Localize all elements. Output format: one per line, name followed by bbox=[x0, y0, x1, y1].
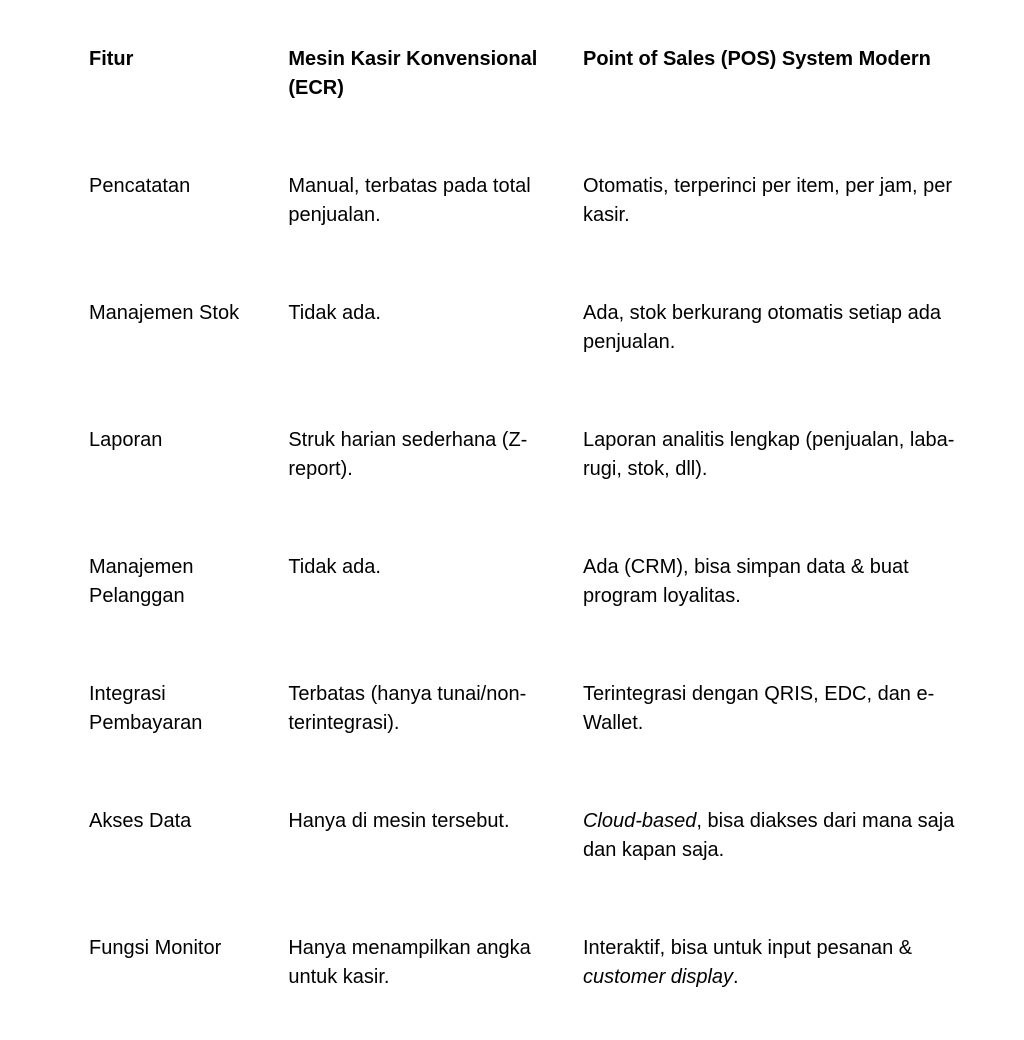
cell-feature: Manajemen Stok bbox=[89, 302, 240, 324]
table-row bbox=[75, 793, 985, 920]
cell-pos bbox=[569, 920, 985, 994]
cell-ecr: Terbatas (hanya tunai/non-terintegrasi). bbox=[288, 683, 527, 734]
cell-feature: Integrasi Pembayaran bbox=[89, 683, 203, 734]
cell-pos-italic: Cloud-based bbox=[582, 810, 697, 832]
cell-pos-italic: customer display bbox=[582, 966, 734, 988]
cell-ecr: Tidak ada. bbox=[288, 556, 381, 578]
table-row bbox=[75, 666, 985, 793]
cell-pos: Ada (CRM), bisa simpan data & buat program loyalitas. bbox=[582, 556, 909, 607]
cell-ecr: Hanya menampilkan angka untuk kasir. bbox=[288, 937, 531, 988]
cell-ecr: Hanya di mesin tersebut. bbox=[288, 810, 510, 832]
cell-ecr: Tidak ada. bbox=[288, 302, 381, 324]
cell-feature: Laporan bbox=[89, 429, 163, 451]
table-row bbox=[75, 920, 985, 994]
cell-pos: Otomatis, terperinci per item, per jam, per kasir. bbox=[582, 175, 952, 226]
cell-pos-lead: Interaktif, bisa untuk input pesanan & bbox=[582, 937, 913, 959]
cell-pos-rest: , bisa diakses dari mana saja dan kapan saja. bbox=[582, 810, 955, 861]
header-feature: Fitur bbox=[89, 48, 134, 70]
header-pos: Point of Sales (POS) System Modern bbox=[582, 48, 931, 70]
table-row bbox=[75, 285, 985, 412]
table-row bbox=[75, 539, 985, 666]
cell-feature: Akses Data bbox=[89, 810, 192, 832]
table-row bbox=[75, 412, 985, 539]
table-row bbox=[75, 158, 985, 285]
cell-pos: Ada, stok berkurang otomatis setiap ada penjualan. bbox=[582, 302, 941, 353]
cell-pos: Laporan analitis lengkap (penjualan, laba-rugi, stok, dll). bbox=[582, 429, 955, 480]
cell-feature: Pencatatan bbox=[89, 175, 191, 197]
cell-pos bbox=[569, 793, 985, 920]
header-ecr: Mesin Kasir Konvensional (ECR) bbox=[288, 48, 538, 99]
cell-feature: Fungsi Monitor bbox=[89, 937, 222, 959]
cell-pos: Terintegrasi dengan QRIS, EDC, dan e-Wallet. bbox=[582, 683, 935, 734]
comparison-table bbox=[75, 31, 985, 994]
table-header-row bbox=[75, 31, 985, 158]
cell-feature: Manajemen Pelanggan bbox=[89, 556, 194, 607]
cell-ecr: Manual, terbatas pada total penjualan. bbox=[288, 175, 531, 226]
cell-ecr: Struk harian sederhana (Z-report). bbox=[288, 429, 528, 480]
cell-pos-tail: . bbox=[733, 966, 739, 988]
